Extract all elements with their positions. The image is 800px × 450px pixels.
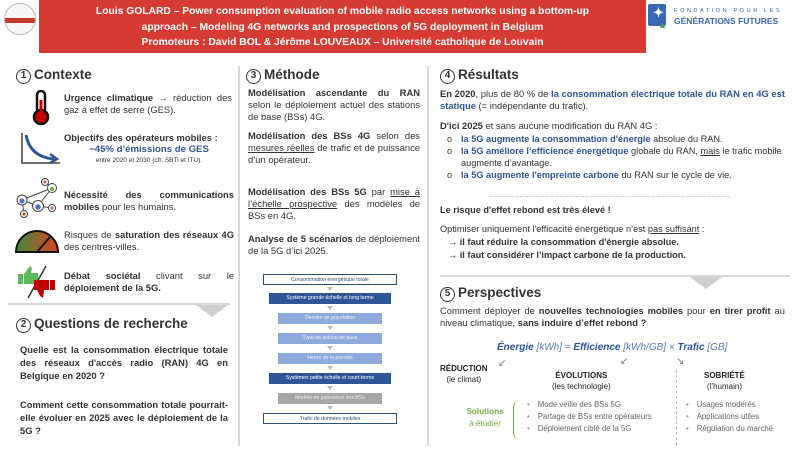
thermometer-icon — [26, 90, 56, 124]
curved-arrow-icon: ↘ — [676, 356, 685, 367]
results-bullet: o la 5G augmente l'empreinte carbone du RAN sur le cycle de vie. — [447, 170, 732, 180]
declining-curve-icon — [20, 131, 62, 167]
section-title-methode — [246, 67, 320, 84]
title-line-1: Louis GOLARD – Power consumption evaluation of mobile radio access networks using a bottom-up — [95, 6, 590, 17]
diagram-arrow-icon — [327, 287, 333, 291]
logo-text-top: FONDATION POUR LES — [674, 8, 783, 14]
diagram-arrow-icon — [327, 386, 333, 390]
fondation-logo — [648, 4, 798, 30]
solution-item: • Applications utiles — [686, 411, 773, 423]
rebound-warning: Le risque d'effet rebond est très élevé ! — [440, 205, 611, 215]
section-arrow-right — [690, 277, 722, 289]
diagram-box-total-consumption: Consommation énergétique totale — [263, 274, 397, 285]
section-title-resultats — [440, 67, 519, 84]
diagram-arrow-icon — [327, 346, 333, 350]
diagram-box-small-scale: Systèmes petite échelle et court-terme — [269, 373, 391, 384]
results-paragraph-2: D'ici 2025 et sans aucune modification du RAN 4G : — [440, 120, 658, 131]
solutions-label: Solutions à étudier — [466, 407, 504, 428]
evolutions-label: ÉVOLUTIONS (les technologie) — [552, 371, 611, 391]
dashed-divider — [490, 196, 730, 197]
reduction-label: RÉDUCTION (le climat) — [440, 364, 488, 384]
speedometer-icon — [14, 228, 60, 254]
diagram-arrow-icon — [327, 326, 333, 330]
section-title-text: Contexte — [34, 67, 92, 82]
column-divider-1 — [238, 66, 240, 446]
section-title-text: Méthode — [264, 67, 320, 82]
column-divider-2 — [427, 66, 429, 446]
dashed-separator — [676, 370, 677, 445]
results-paragraph-1: En 2020, plus de 80 % de la consommation électrique totale du RAN en 4G est statique (= indépendante du trafic). — [440, 88, 785, 111]
context-item-4: Risques de saturation des réseaux 4G des centres-villes. — [64, 229, 234, 252]
optimise-statement: Optimiser uniquement l'efficacité énergétique n’est pas suffisant : — [440, 224, 705, 234]
section-title-contexte — [16, 67, 92, 84]
poster-title-banner — [39, 0, 646, 53]
curved-arrow-icon: ↙ — [498, 358, 507, 369]
research-question-2: Comment cette consommation totale pourrait-elle évoluer en 2025 avec le déploiement de la 5G ? — [20, 399, 228, 436]
diagram-arrow-icon — [327, 406, 333, 410]
emission-note: entre 2020 et 2030 (cfr. SBTi et ITU). — [95, 157, 203, 164]
diagram-box-power-model: Modèle de puissance des BSs — [278, 393, 382, 404]
context-item-2: Objectifs des opérateurs mobiles : −45% d’émissions de GES entre 2020 et 2030 (cfr. SBTi et ITU). — [64, 132, 234, 165]
human-solutions-list — [686, 399, 773, 435]
leaf-icon: ▲ — [658, 20, 667, 30]
curved-arrow-icon: ↙ — [620, 356, 629, 367]
thumbs-up-down-icon — [16, 264, 60, 298]
network-people-icon — [12, 178, 60, 214]
section-number: 4 — [440, 69, 455, 84]
diagram-box-bs-type: Type de station de base — [278, 333, 382, 344]
perspectives-question: Comment déployer de nouvelles technologies mobiles pour en tirer profit au niveau climatique, sans induire d’effet rebond ? — [440, 305, 785, 328]
context-item-5: Débat sociétal clivant sur le déploiement de la 5G. — [64, 270, 234, 293]
section-number: 1 — [16, 69, 31, 84]
solution-item: • Partage de BSs entre opérateurs — [527, 411, 652, 423]
diagram-box-time-of-day: Heure de la journée — [278, 353, 382, 364]
runner-figure-icon: ✦ — [648, 4, 666, 26]
sobriete-label: SOBRIÉTÉ (l’humain) — [704, 371, 745, 391]
section-title-text: Questions de recherche — [34, 316, 188, 331]
section-title-text: Résultats — [458, 67, 519, 82]
section-title-questions — [16, 316, 188, 333]
method-paragraph-3: Modélisation des BSs 5G par mise à l’échelle prospective des modèles de BSs en 4G. — [248, 186, 421, 221]
brace-icon — [513, 400, 523, 440]
section-number: 2 — [16, 318, 31, 333]
emission-target: −45% d’émissions de GES — [89, 144, 209, 155]
solution-item: • Déploiement ciblé de la 5G — [527, 423, 652, 435]
solution-item: • Usages modérés — [686, 399, 773, 411]
section-title-text: Perspectives — [458, 285, 542, 300]
results-bullet: o la 5G augmente la consommation d'énergie absolue du RAN. — [447, 134, 723, 144]
section-number: 5 — [440, 287, 455, 302]
diagram-box-population-density: Densité de population — [278, 313, 382, 324]
results-bullet: o la 5G améliore l’efficience énergétique globale du RAN, mais le trafic mobile augmente d’avantage. — [447, 146, 782, 168]
conclusions-list — [442, 236, 787, 261]
solution-item: • Régulation du marché — [686, 423, 773, 435]
section-title-perspectives — [440, 285, 541, 302]
university-seal-logo — [4, 3, 36, 35]
conclusion-item: → il faut considérer l’impact carbone de la production. — [448, 249, 686, 260]
diagram-arrow-icon — [327, 366, 333, 370]
diagram-box-mobile-traffic: Trafic de données mobiles — [263, 413, 397, 424]
method-paragraph-1: Modélisation ascendante du RAN selon le déploiement actuel des stations de base (BSs) 4G. — [248, 87, 420, 122]
context-item-1: Urgence climatique → réduction des gaz à effet de serre (GES). — [64, 92, 232, 115]
logo-text-bottom: GÉNÉRATIONS FUTURES — [674, 16, 779, 26]
research-question-1: Quelle est la consommation électrique totale des réseaux d'accès radio (RAN) 4G en Belgique en 2020 ? — [20, 344, 228, 381]
energy-equation: Énergie [kWh] = Efficience [kWh/GB] × Trafic [GB] — [497, 342, 728, 353]
solution-item: • Mode veille des BSs 5G — [527, 399, 652, 411]
diagram-box-large-scale: Système grande échelle et long terme — [269, 293, 391, 304]
title-line-3: Promoteurs : David BOL & Jérôme LOUVEAUX – Université catholique de Louvain — [141, 37, 544, 48]
title-line-2: approach – Modeling 4G networks and prospections of 5G deployment in Belgium — [141, 21, 544, 33]
section-number: 3 — [246, 69, 261, 84]
method-paragraph-4: Analyse de 5 scénarios de déploiement de la 5G d’ici 2025. — [248, 233, 421, 256]
tech-solutions-list — [527, 399, 652, 435]
diagram-arrow-icon — [327, 306, 333, 310]
conclusion-item: → il faut réduire la consommation d'énergie absolue. — [448, 237, 679, 247]
section-divider-right — [440, 275, 790, 277]
context-item-3: Nécessité des communications mobiles pour les humains. — [64, 189, 234, 212]
method-paragraph-2: Modélisation des BSs 4G selon des mesures réelles de trafic et de puissance d’un opérateur. — [248, 130, 420, 165]
section-arrow-left — [196, 305, 228, 317]
results-bullet-list — [445, 133, 785, 181]
